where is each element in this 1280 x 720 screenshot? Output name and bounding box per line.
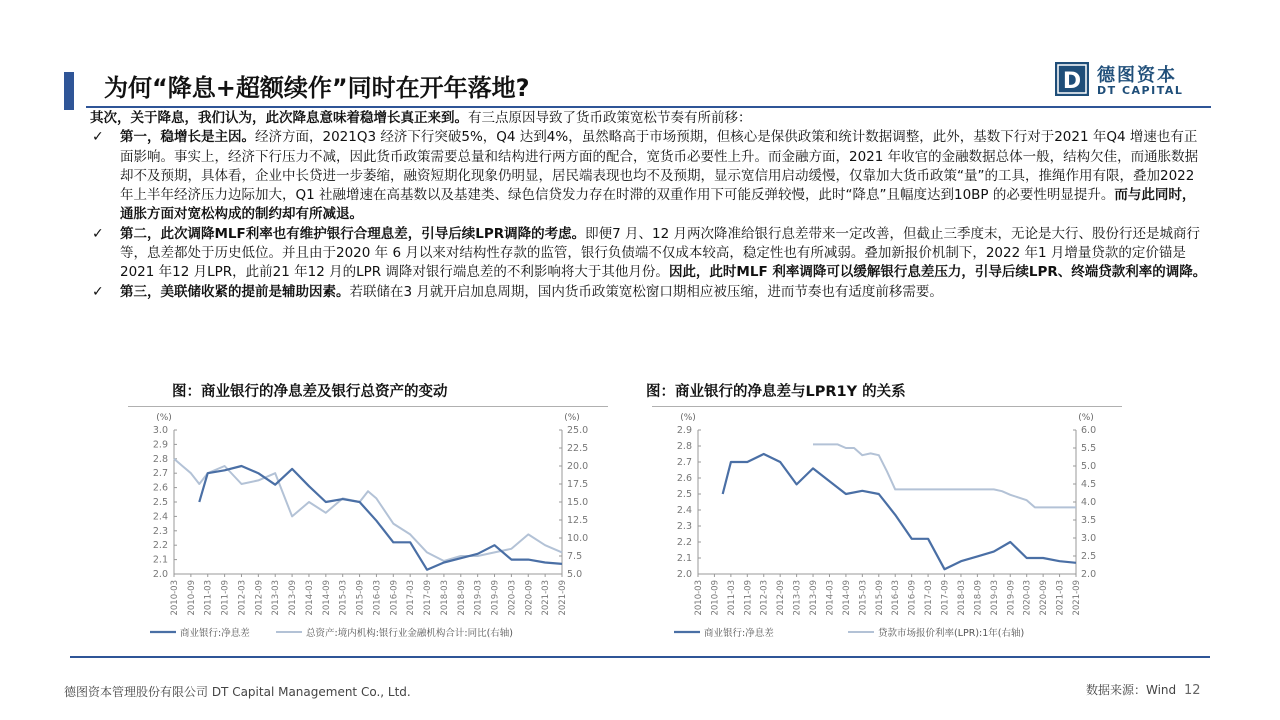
page-number: 12 [1184,683,1201,698]
right-tick-label: 5.0 [567,569,583,580]
x-tick-label: 2013-03 [271,580,282,616]
right-tick-label: 4.5 [1081,479,1097,490]
left-tick-label: 2.1 [676,553,692,564]
x-tick-label: 2021-03 [541,580,552,616]
left-tick-label: 2.4 [676,505,692,516]
left-tick-label: 2.6 [152,482,168,494]
intro-rest: 有三点原因导致了货币政策宽松节奏有所前移： [468,110,752,126]
legend-label-main: 商业银行:净息差 [180,628,250,639]
x-tick-label: 2018-03 [956,580,967,616]
x-tick-label: 2011-03 [726,580,737,616]
x-tick-label: 2010-09 [710,580,721,616]
intro-bold: 其次，关于降息，我们认为，此次降息意味着稳增长真正来到。 [90,110,468,126]
item1-bold: 第一，稳增长是主因。 [120,129,255,146]
left-tick-label: 2.2 [676,537,692,548]
x-tick-label: 2021-03 [1055,580,1066,616]
check-icon: ✓ [92,225,104,242]
x-tick-label: 2014-09 [321,580,332,616]
data-source: 数据来源：Wind [1086,683,1177,697]
x-tick-label: 2011-03 [203,580,214,616]
x-tick-label: 2015-03 [338,580,349,616]
x-tick-label: 2021-09 [558,580,568,616]
chart-2 [652,404,1122,652]
logo-letter: D [1062,69,1082,94]
left-tick-label: 2.5 [152,497,168,508]
x-tick-label: 2012-03 [759,580,770,616]
left-tick-label: 2.9 [152,439,168,451]
x-tick-label: 2018-09 [973,580,984,616]
item2-bold-end: 因此，此时MLF 利率调降可以缓解银行息差压力，引导后续LPR、终端贷款利率的调降。 [668,264,1207,281]
right-tick-label: 12.5 [567,515,589,526]
right-tick-label: 3.5 [1081,515,1097,526]
x-tick-label: 2016-03 [372,580,383,616]
right-tick-label: 10.0 [567,533,589,544]
footer-divider [70,656,1210,658]
right-tick-label: 20.0 [567,461,589,472]
right-tick-label: 15.0 [567,497,589,508]
x-tick-label: 2020-03 [507,580,518,616]
page-title: 为何“降息+超额续作”同时在开年落地? [104,74,530,102]
reason-item-1 [90,128,1208,224]
item1-text: 经济方面，2021Q3 经济下行突破5%，Q4 达到4%，虽然略高于市场预期，但核心是保供政策和统计数据调整，此外，基数下行对于2021 年Q4 增速也有正面影响。事实上，经济下行压力不减，因此货币政策需要总量和结构进行两方面的配合，宽货币必要性上升。而金融方面，2021 年收官的金融数据总体一般，结构欠佳，而通胀数据却不及预期，具体看，企业中长贷进一步萎缩，融资短期化现象仍明显，居民端表现也均不及预期，显示宽信用启动缓慢，仅靠加大货币政策“量”的工具，推绳作用有限，叠加2022 年上半年经济压力边际加大，Q1 社融增速在高基数以及基建类、绿色信贷发力存在时滞的双重作用下可能反弹较慢，此时“降息”且幅度达到10BP 的必要性明显提升。 [120,129,1199,204]
left-tick-label: 2.8 [676,441,692,452]
logo-mark-icon [1055,62,1089,96]
left-tick-label: 2.3 [152,525,168,537]
left-tick-label: 2.4 [152,511,168,523]
left-tick-label: 2.7 [676,457,692,468]
x-tick-label: 2020-03 [1022,580,1033,616]
right-tick-label: 4.0 [1081,497,1097,508]
check-icon: ✓ [92,283,104,300]
x-tick-label: 2012-09 [776,580,787,616]
reason-item-3 [90,283,1208,302]
right-tick-label: 2.0 [1081,569,1097,580]
left-tick-label: 2.0 [676,569,692,580]
body-text [90,109,1208,302]
right-tick-label: 3.0 [1081,533,1097,544]
logo-text-en: DT CAPITAL [1097,84,1184,97]
x-tick-label: 2018-03 [439,580,450,616]
x-tick-label: 2020-09 [1039,580,1050,616]
intro-paragraph [90,109,1208,128]
chart-1 [128,404,608,652]
left-unit-label: (%) [156,413,172,423]
x-tick-label: 2020-09 [524,580,535,616]
left-tick-label: 2.2 [152,540,168,552]
legend-label-secondary: 贷款市场报价利率(LPR):1年(右轴) [878,628,1025,639]
footer-company: 德图资本管理股份有限公司 DT Capital Management Co., Ltd. [64,685,411,699]
right-tick-label: 17.5 [567,479,589,490]
right-unit-label: (%) [564,413,580,423]
x-tick-label: 2017-03 [406,580,417,616]
x-tick-label: 2013-09 [809,580,820,616]
logo-text-cn: 德图资本 [1097,65,1177,86]
x-tick-label: 2011-09 [743,580,754,616]
right-unit-label: (%) [1078,413,1094,423]
right-tick-label: 5.5 [1081,443,1097,454]
x-tick-label: 2021-09 [1072,580,1082,616]
x-tick-label: 2014-03 [825,580,836,616]
item2-text: 即便7 月、12 月两次降准给银行息差带来一定改善，但截止三季度末，无论是大行、股份行还是城商行等，息差都处于历史低位。并且由于2020 年 6 月以来对结构性存款的监管，银行负债端不仅成本较高，稳定性也有所减弱。叠加新报价机制下，2022 年1 月增量贷款的定价锚是2021 年12 月LPR，此前21 年12 月的LPR 调降对银行端息差的不利影响将大于其他月份。 [120,225,1201,281]
x-tick-label: 2015-09 [874,580,885,616]
item1-bold-end: 而与此同时，通胀方面对宽松构成的制约却有所减退。 [120,187,1196,223]
company-logo [1055,62,1225,100]
item3-text: 若联储在3 月就开启加息周期，国内货币政策宽松窗口期相应被压缩，进而节奏也有适度前移需要。 [349,283,943,300]
legend-label-main: 商业银行:净息差 [704,628,774,639]
item2-bold: 第二，此次调降MLF利率也有维护银行合理息差，引导后续LPR调降的考虑。 [120,225,586,242]
left-tick-label: 2.6 [676,473,692,484]
reason-item-2 [90,225,1208,283]
x-tick-label: 2019-09 [1006,580,1017,616]
legend-label-secondary: 总资产:境内机构:银行业金融机构合计:同比(右轴) [306,628,514,639]
x-tick-label: 2019-03 [473,580,484,616]
left-tick-label: 2.5 [676,489,692,500]
chart-2-title: 图：商业银行的净息差与LPR1Y 的关系 [646,384,906,400]
left-tick-label: 2.8 [152,453,168,465]
title-accent-bar [64,72,74,110]
right-tick-label: 6.0 [1081,425,1097,436]
right-tick-label: 2.5 [1081,551,1097,562]
right-tick-label: 22.5 [567,443,589,454]
x-tick-label: 2016-03 [891,580,902,616]
x-tick-label: 2012-03 [237,580,248,616]
x-tick-label: 2012-09 [254,580,265,616]
x-tick-label: 2013-03 [792,580,803,616]
x-tick-label: 2018-09 [456,580,467,616]
footer-source [1086,681,1201,698]
x-tick-label: 2019-09 [490,580,501,616]
x-tick-label: 2010-03 [170,580,180,616]
x-tick-label: 2017-09 [423,580,434,616]
left-tick-label: 3.0 [152,425,168,436]
x-tick-label: 2015-03 [858,580,869,616]
series-net-interest-margin-line [723,454,1076,569]
check-icon: ✓ [92,129,104,146]
x-tick-label: 2011-09 [220,580,231,616]
title-divider [86,106,1211,108]
left-tick-label: 2.9 [676,425,692,436]
left-tick-label: 2.3 [676,521,692,532]
left-tick-label: 2.7 [152,468,168,480]
x-tick-label: 2017-03 [924,580,935,616]
chart-1-title: 图：商业银行的净息差及银行总资产的变动 [172,384,448,400]
x-tick-label: 2014-09 [841,580,852,616]
right-tick-label: 5.0 [1081,461,1097,472]
x-tick-label: 2013-09 [288,580,299,616]
x-tick-label: 2010-03 [694,580,704,616]
x-tick-label: 2015-09 [355,580,366,616]
left-tick-label: 2.0 [152,569,168,580]
left-unit-label: (%) [680,413,696,423]
item3-bold: 第三，美联储收紧的提前是辅助因素。 [120,283,350,300]
x-tick-label: 2017-09 [940,580,951,616]
x-tick-label: 2019-03 [989,580,1000,616]
x-tick-label: 2016-09 [389,580,400,616]
right-tick-label: 7.5 [567,551,583,562]
x-tick-label: 2014-03 [304,580,315,616]
series-secondary-line [813,444,1076,507]
x-tick-label: 2010-09 [186,580,197,616]
right-tick-label: 25.0 [567,425,589,436]
left-tick-label: 2.1 [152,554,168,566]
x-tick-label: 2016-09 [907,580,918,616]
